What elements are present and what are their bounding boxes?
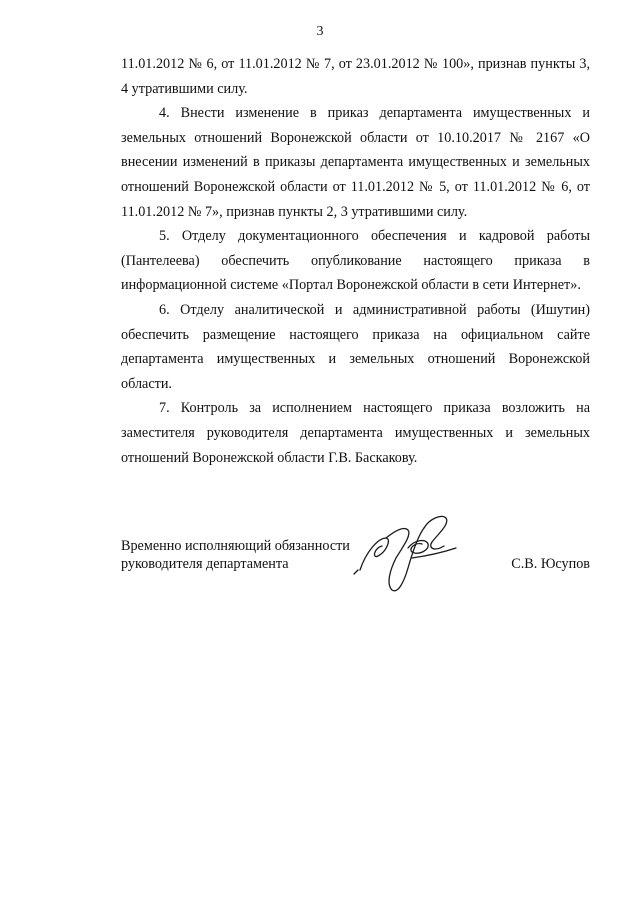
paragraph-continuation: 11.01.2012 № 6, от 11.01.2012 № 7, от 23.01.2012 № 100», признав пункты 3, 4 утратившими силу. — [121, 56, 590, 97]
signer-title-line-2: руководителя департамента — [121, 556, 289, 572]
signer-title — [121, 537, 350, 573]
handwritten-signature-icon — [352, 508, 462, 598]
document-body — [121, 52, 590, 470]
signer-title-line-1: Временно исполняющий обязанности — [121, 538, 350, 554]
paragraph-item-5: 5. Отделу документационного обеспечения и кадровой работы (Пантелеева) обеспечить опубликование настоящего приказа в информационной системе «Портал Воронежской области в сети Интернет». — [121, 228, 590, 294]
paragraph-item-7: 7. Контроль за исполнением настоящего приказа возложить на заместителя руководителя департамента имущественных и земельных отношений Воронежской области Г.В. Баскакову. — [121, 400, 590, 466]
page-number: 3 — [316, 24, 324, 39]
signer-name: С.В. Юсупов — [511, 556, 590, 572]
paragraph-item-4: 4. Внести изменение в приказ департамента имущественных и земельных отношений Воронежской области от 10.10.2017 № 2167 «О внесении изменений в приказы департамента имущественных и земельных отношений Воронежской области от 11.01.2012 № 5, от 11.01.2012 № 6, от 11.01.2012 № 7», признав пункты 2, 3 утратившими силу. — [121, 105, 590, 220]
paragraph-item-6: 6. Отделу аналитической и административной работы (Ишутин) обеспечить размещение настоящего приказа на официальном сайте департамента имущественных и земельных отношений Воронежской области. — [121, 301, 590, 392]
